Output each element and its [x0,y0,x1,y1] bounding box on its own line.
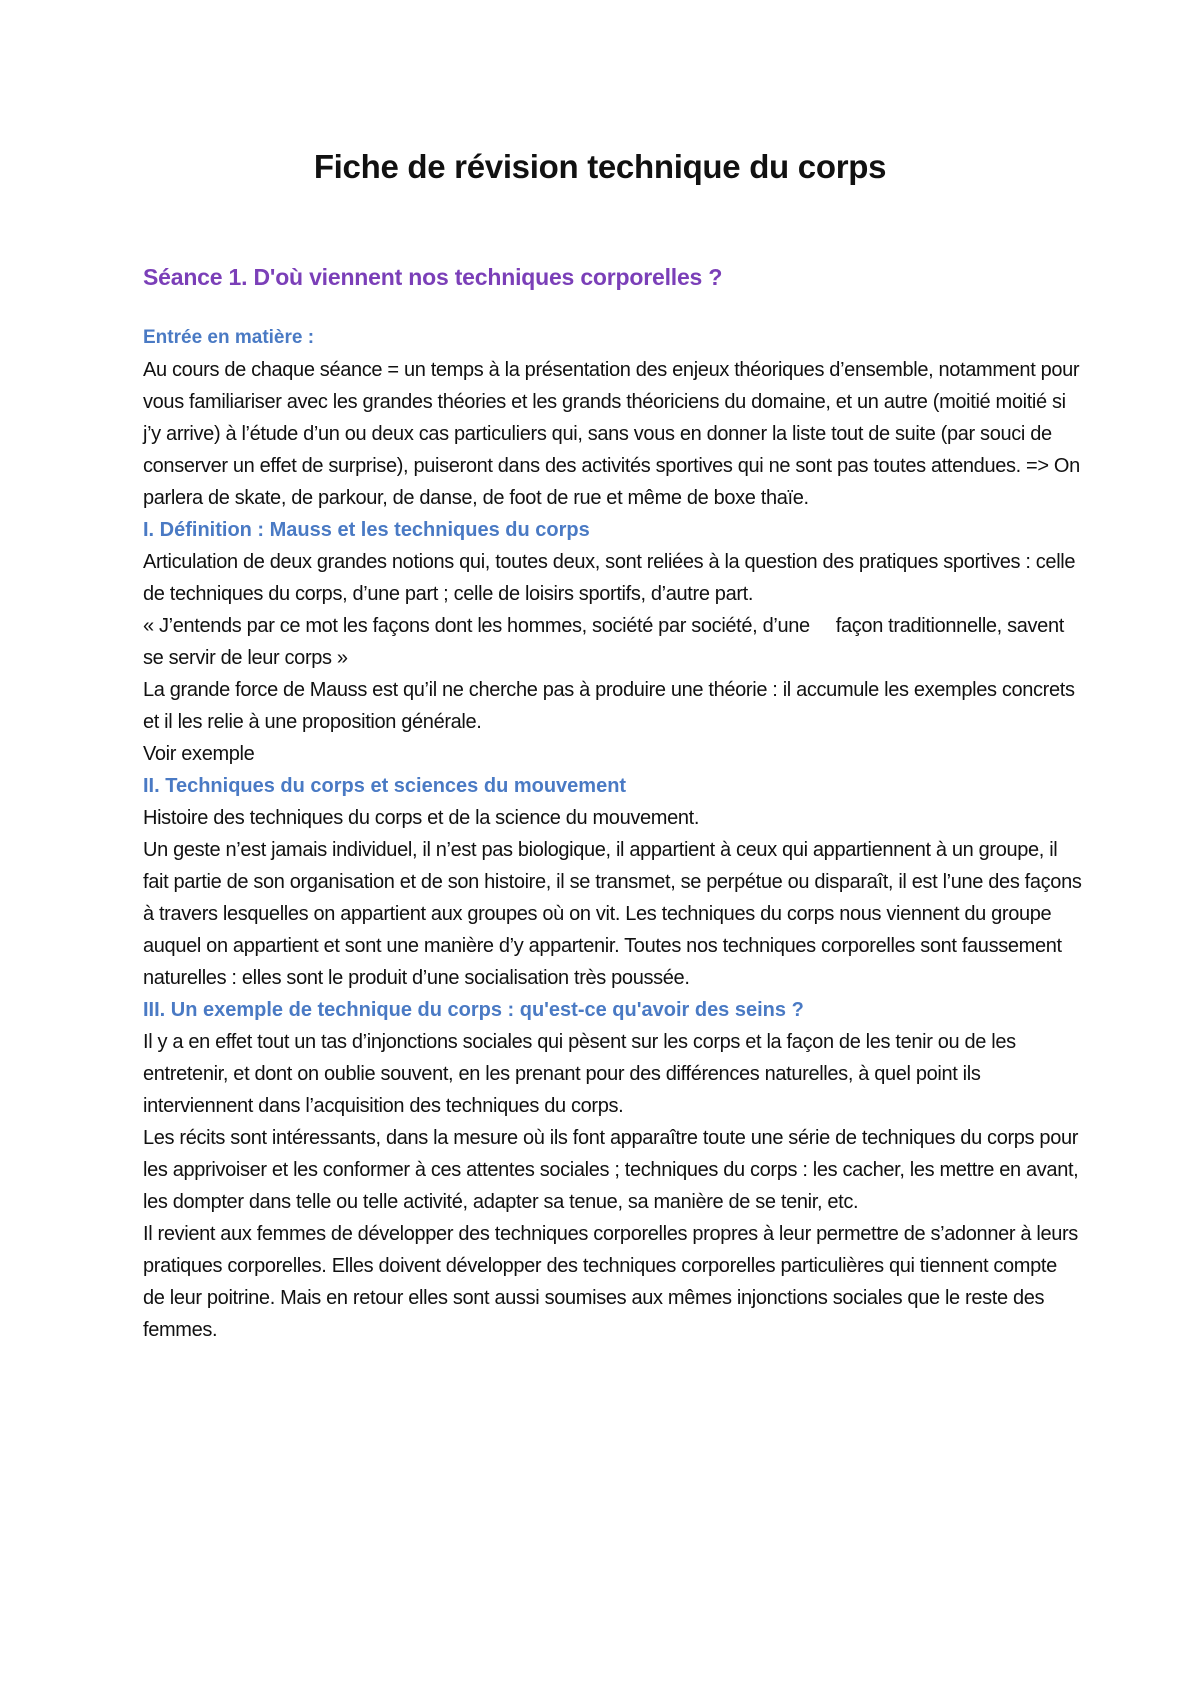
section-1-quote: « J’entends par ce mot les façons dont les hommes, société par société, d’une façon traditionnelle, savent se servir de leur corps » [143,615,1070,669]
section-3-paragraph-2: Les récits sont intéressants, dans la mesure où ils font apparaître toute une série de techniques du corps pour les apprivoiser et les conformer à ces attentes sociales ; techniques du corps : les cacher, les mettre en avant, les dompter dans telle ou telle activité, adapter sa tenue, sa manière de se tenir, etc. [143,1127,1079,1213]
document-body [143,262,1083,1346]
intro-paragraph: Au cours de chaque séance = un temps à la présentation des enjeux théoriques d’ensemble, notamment pour vous familiariser avec les grandes théories et les grands théoriciens du domaine, et un autre (moitié moitié si j’y arrive) à l’étude d’un ou deux cas particuliers qui, sans vous en donner la liste tout de suite (par souci de conserver un effet de surprise), puiseront dans des activités sportives qui ne sont pas toutes attendues. => On parlera de skate, de parkour, de danse, de foot de rue et même de boxe thaïe. [143,359,1080,509]
section-1-paragraph-4: Voir exemple [143,743,255,765]
section-1-paragraph-3: La grande force de Mauss est qu’il ne cherche pas à produire une théorie : il accumule les exemples concrets et il les relie à une proposition générale. [143,679,1075,733]
section-2-heading: II. Techniques du corps et sciences du mouvement [143,775,627,797]
section-2-paragraph-1: Histoire des techniques du corps et de la science du mouvement. [143,807,700,829]
section-3-heading: III. Un exemple de technique du corps : qu'est-ce qu'avoir des seins ? [143,999,804,1021]
section-1-paragraph-1: Articulation de deux grandes notions qui, toutes deux, sont reliées à la question des pratiques sportives : celle de techniques du corps, d’une part ; celle de loisirs sportifs, d’autre part. [143,551,1076,605]
session-title: Séance 1. D'où viennent nos techniques corporelles ? [143,264,723,290]
section-3-paragraph-1: Il y a en effet tout un tas d’injonctions sociales qui pèsent sur les corps et la façon de les tenir ou de les entretenir, et dont on oublie souvent, en les prenant pour des différences naturelles, à quel point ils interviennent dans l’acquisition des techniques du corps. [143,1031,1016,1117]
section-1-heading: I. Définition : Mauss et les techniques du corps [143,519,590,541]
section-3-paragraph-3: Il revient aux femmes de développer des techniques corporelles propres à leur permettre de s’adonner à leurs pratiques corporelles. Elles doivent développer des techniques corporelles particulières qui tiennent compte de leur poitrine. Mais en retour elles sont aussi soumises aux mêmes injonctions sociales que le reste des femmes. [143,1223,1078,1341]
intro-heading: Entrée en matière : [143,327,315,348]
section-2-paragraph-2: Un geste n’est jamais individuel, il n’est pas biologique, il appartient à ceux qui appartiennent à un groupe, il fait partie de son organisation et de son histoire, il se transmet, se perpétue ou disparaît, il est l’une des façons à travers lesquelles on appartient aux groupes où on vit. Les techniques du corps nous viennent du groupe auquel on appartient et sont une manière d’y appartenir. Toutes nos techniques corporelles sont faussement naturelles : elles sont le produit d’une socialisation très poussée. [143,839,1082,989]
document-title: Fiche de révision technique du corps [313,148,887,185]
